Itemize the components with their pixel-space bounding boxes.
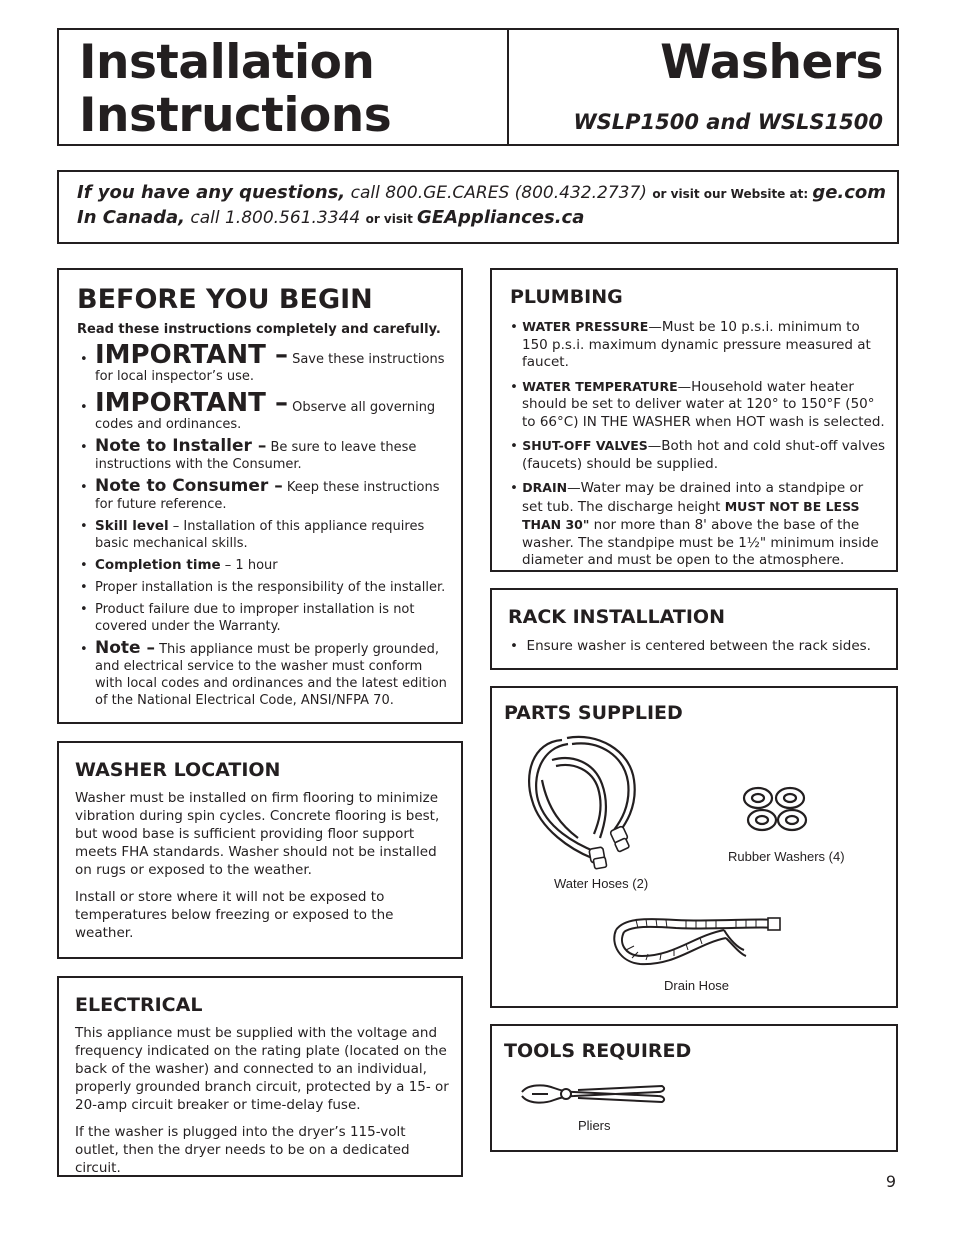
rack-installation-section [490, 588, 898, 670]
document-title-line1: Installation [79, 35, 375, 90]
washer-location-section [57, 741, 463, 959]
document-title-line2: Instructions [79, 88, 392, 143]
plumbing-title: PLUMBING [510, 286, 623, 308]
list-item: • Skill level – Installation of this appliance requires basic mechanical skills. [80, 518, 425, 551]
drain-hose-illustration [606, 910, 786, 976]
rubber-washers-caption: Rubber Washers (4) [728, 849, 845, 864]
electrical-paragraph-2: If the washer is plugged into the dryer’s 115-volt outlet, then the dryer needs to be on a dedicated circuit. [75, 1124, 410, 1176]
list-item: • Note – This appliance must be properly grounded, and electrical service to the washer must conform with local codes and ordinances and the latest edition of the National Electrical Code, ANSI/NFPA 70. [80, 638, 447, 708]
pliers-caption: Pliers [578, 1118, 611, 1133]
list-item: • WATER PRESSURE—Must be 10 p.s.i. minimum to 150 p.s.i. maximum dynamic pressure measured at faucet. [510, 319, 871, 370]
product-title: Washers [660, 35, 883, 90]
tools-required-section [490, 1024, 898, 1152]
list-item: • Completion time – 1 hour [80, 557, 278, 573]
pliers-illustration [518, 1078, 668, 1110]
water-hoses-illustration [522, 730, 657, 870]
plumbing-section [490, 268, 898, 572]
list-item: • DRAIN—Water may be drained into a standpipe or set tub. The discharge height MUST NOT BE LESS THAN 30" nor more than 8' above the base of the washer. The standpipe must be 1½" minimum inside diameter and must be open to the atmosphere. [510, 480, 879, 568]
electrical-section [57, 976, 463, 1177]
before-lead-text: Read these instructions completely and carefully. [77, 322, 441, 337]
page-number: 9 [885, 1172, 896, 1191]
electrical-title: ELECTRICAL [75, 994, 203, 1016]
or-text: or [365, 212, 380, 226]
list-item: • SHUT-OFF VALVES—Both hot and cold shut-off valves (faucets) should be supplied. [510, 438, 886, 472]
header-divider [507, 30, 509, 144]
contact-box [57, 170, 899, 244]
list-item: • Product failure due to improper installation is not covered under the Warranty. [80, 602, 415, 634]
before-you-begin-title: BEFORE YOU BEGIN [77, 284, 373, 315]
list-item: • IMPORTANT – Save these instructions for local inspector’s use. [80, 340, 445, 384]
list-item: • Ensure washer is centered between the rack sides. [510, 638, 871, 654]
canada-website-link[interactable]: GEAppliances.ca [417, 207, 585, 228]
website-label: visit our Website at: [666, 187, 813, 201]
canada-phone: call 1.800.561.3344 [184, 208, 366, 228]
list-item: • Note to Installer – Be sure to leave these instructions with the Consumer. [80, 436, 417, 472]
tools-required-title: TOOLS REQUIRED [504, 1040, 692, 1062]
drain-hose-caption: Drain Hose [664, 978, 730, 993]
washer-location-paragraph-2: Install or store where it will not be exposed to temperatures below freezing or exposed to the weather. [75, 889, 394, 941]
washer-location-paragraph-1: Washer must be installed on firm flooring to minimize vibration during spin cycles. Concrete flooring is best, but wood base is sufficient providing floor support meets FHA standards. Washer should not be installed on rugs or exposed to the weather. [75, 790, 440, 878]
document-title [79, 36, 391, 142]
contact-canada-line [77, 207, 584, 228]
header-box [57, 28, 899, 146]
before-you-begin-section [57, 268, 463, 724]
water-hoses-caption: Water Hoses (2) [554, 876, 649, 891]
visit-label: visit [379, 212, 418, 226]
list-item: • WATER TEMPERATURE—Household water heater should be set to deliver water at 120° to 150°F (50° to 66°C) IN THE WASHER when HOT wash is selected. [510, 378, 885, 430]
washer-location-title: WASHER LOCATION [75, 759, 281, 781]
us-website-link[interactable]: ge.com [812, 182, 887, 203]
list-item: • Proper installation is the responsibility of the installer. [80, 580, 446, 595]
us-phone: call 800.GE.CARES (800.432.2737) [345, 183, 653, 203]
questions-label: If you have any questions, [77, 182, 346, 203]
rubber-washers-illustration [738, 780, 814, 838]
electrical-paragraph-1: This appliance must be supplied with the voltage and frequency indicated on the rating plate (located on the back of the washer) and connected to an individual, properly grounded branch circuit, protected by a 15- or 20-amp circuit breaker or time-delay fuse. [75, 1025, 449, 1113]
contact-us-line [77, 182, 886, 203]
list-item: • Note to Consumer – Keep these instructions for future reference. [80, 476, 440, 512]
or-text: or [652, 187, 667, 201]
list-item: • IMPORTANT – Observe all governing codes and ordinances. [80, 388, 436, 432]
model-numbers: WSLP1500 and WSLS1500 [573, 110, 883, 134]
parts-supplied-section [490, 686, 898, 1008]
canada-label: In Canada, [77, 207, 185, 228]
rack-installation-title: RACK INSTALLATION [508, 606, 725, 628]
parts-supplied-title: PARTS SUPPLIED [504, 702, 683, 724]
